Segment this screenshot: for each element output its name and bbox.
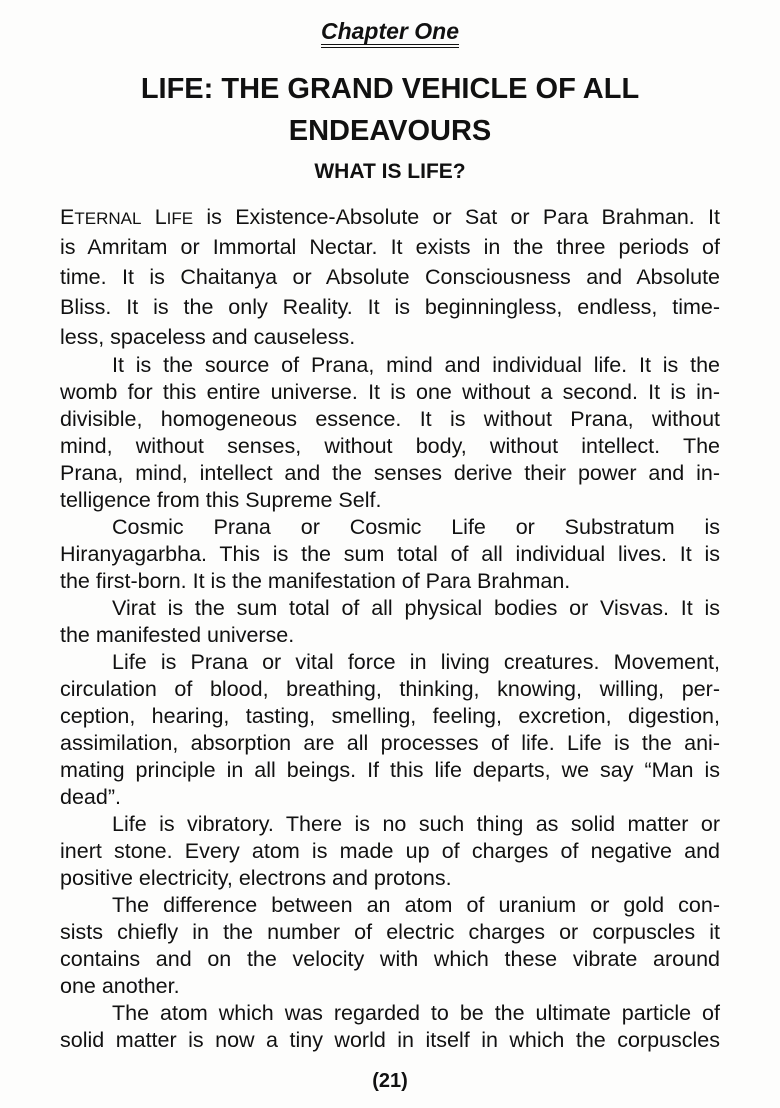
section-heading: WHAT IS LIFE? — [314, 160, 466, 183]
chapter-label-text: Chapter One — [321, 18, 459, 48]
paragraph — [60, 352, 720, 514]
text-line: dead”. — [60, 785, 121, 809]
lead-smallcaps: ETERNAL LIFE — [60, 205, 194, 229]
text-line: solid matter is now a tiny world in itself in which the corpuscles — [60, 1028, 720, 1052]
text-line: Life is Prana or vital force in living creatures. Movement, — [112, 650, 720, 674]
text-line: mind, without senses, without body, without intellect. The — [60, 434, 720, 458]
chapter-label — [0, 18, 780, 45]
text-line: Bliss. It is the only Reality. It is beginningless, endless, time- — [60, 295, 720, 319]
text-line: the manifested universe. — [60, 623, 295, 647]
text-line: telligence from this Supreme Self. — [60, 488, 382, 512]
text-line: Virat is the sum total of all physical bodies or Visvas. It is — [112, 596, 720, 620]
text-line: positive electricity, electrons and protons. — [60, 866, 452, 890]
text-line: The difference between an atom of uranium or gold con- — [112, 893, 720, 917]
chapter-title-line-2: ENDEAVOURS — [288, 115, 492, 147]
paragraph — [60, 1000, 720, 1054]
text-line: divisible, homogeneous essence. It is without Prana, without — [60, 407, 720, 431]
text-line: mating principle in all beings. If this life departs, we say “Man is — [60, 758, 720, 782]
text-line: the first-born. It is the manifestation of Para Brahman. — [60, 569, 571, 593]
text-line: womb for this entire universe. It is one without a second. It is in- — [60, 380, 720, 404]
text-line: assimilation, absorption are all processes of life. Life is the ani- — [60, 731, 720, 755]
body-text — [60, 202, 720, 1054]
text-line-content: is Existence-Absolute or Sat or Para Brahman. It — [193, 205, 720, 229]
text-line: less, spaceless and causeless. — [60, 325, 356, 349]
text-line: inert stone. Every atom is made up of charges of negative and — [60, 839, 720, 863]
text-line: is Amritam or Immortal Nectar. It exists in the three periods of — [60, 235, 720, 259]
text-line: Prana, mind, intellect and the senses derive their power and in- — [60, 461, 720, 485]
text-line: Life is vibratory. There is no such thing as solid matter or — [112, 812, 720, 836]
text-line — [60, 202, 720, 232]
text-line: time. It is Chaitanya or Absolute Consciousness and Absolute — [60, 265, 720, 289]
paragraph — [60, 595, 720, 649]
paragraph — [60, 649, 720, 811]
text-line: ception, hearing, tasting, smelling, feeling, excretion, digestion, — [60, 704, 720, 728]
text-line: Hiranyagarbha. This is the sum total of all individual lives. It is — [60, 542, 720, 566]
paragraph — [60, 892, 720, 1000]
text-line: sists chiefly in the number of electric charges or corpuscles it — [60, 920, 720, 944]
text-line: Cosmic Prana or Cosmic Life or Substratum is — [112, 515, 720, 539]
paragraph — [60, 202, 720, 352]
chapter-title — [0, 68, 780, 152]
text-line: one another. — [60, 974, 180, 998]
paragraph — [60, 811, 720, 892]
text-line: It is the source of Prana, mind and individual life. It is the — [112, 353, 720, 377]
text-line: circulation of blood, breathing, thinking, knowing, willing, per- — [60, 677, 720, 701]
text-line: The atom which was regarded to be the ultimate particle of — [112, 1001, 720, 1025]
chapter-title-line-1: LIFE: THE GRAND VEHICLE OF ALL — [140, 73, 640, 105]
page-number: (21) — [372, 1070, 408, 1092]
paragraph — [60, 514, 720, 595]
text-line: contains and on the velocity with which these vibrate around — [60, 947, 720, 971]
